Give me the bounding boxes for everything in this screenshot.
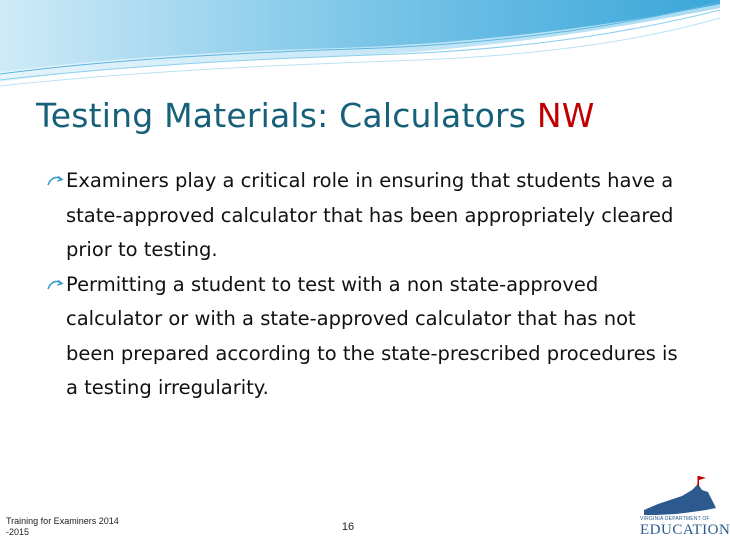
slide-title <box>36 96 696 135</box>
bullet-text: Examiners play a critical role in ensuring that students have a state-approved calculator that has been appropriately cleared prior to testing. <box>66 169 674 261</box>
bullet-list <box>44 164 684 406</box>
slide-title-accent: NW <box>536 96 595 135</box>
curved-arrow-bullet-icon <box>46 277 64 293</box>
bullet-item <box>44 268 684 406</box>
footer-training-label <box>6 516 146 538</box>
slide-title-main: Testing Materials: Calculators <box>36 96 527 135</box>
footer-line-1: Training for Examiners 2014 <box>6 516 119 526</box>
bullet-item <box>44 164 684 268</box>
header-wave-decoration <box>0 0 720 90</box>
page-number: 16 <box>341 521 355 533</box>
footer-line-2: -2015 <box>6 527 30 537</box>
logo-caption: VIRGINIA DEPARTMENT OF <box>640 516 710 522</box>
bullet-text: Permitting a student to test with a non state-approved calculator or with a state-approved calculator that has not been prepared according to the state-prescribed procedures is a testing irregularity. <box>66 272 678 399</box>
curved-arrow-bullet-icon <box>46 173 64 189</box>
logo-word: EDUCATION <box>640 522 730 538</box>
